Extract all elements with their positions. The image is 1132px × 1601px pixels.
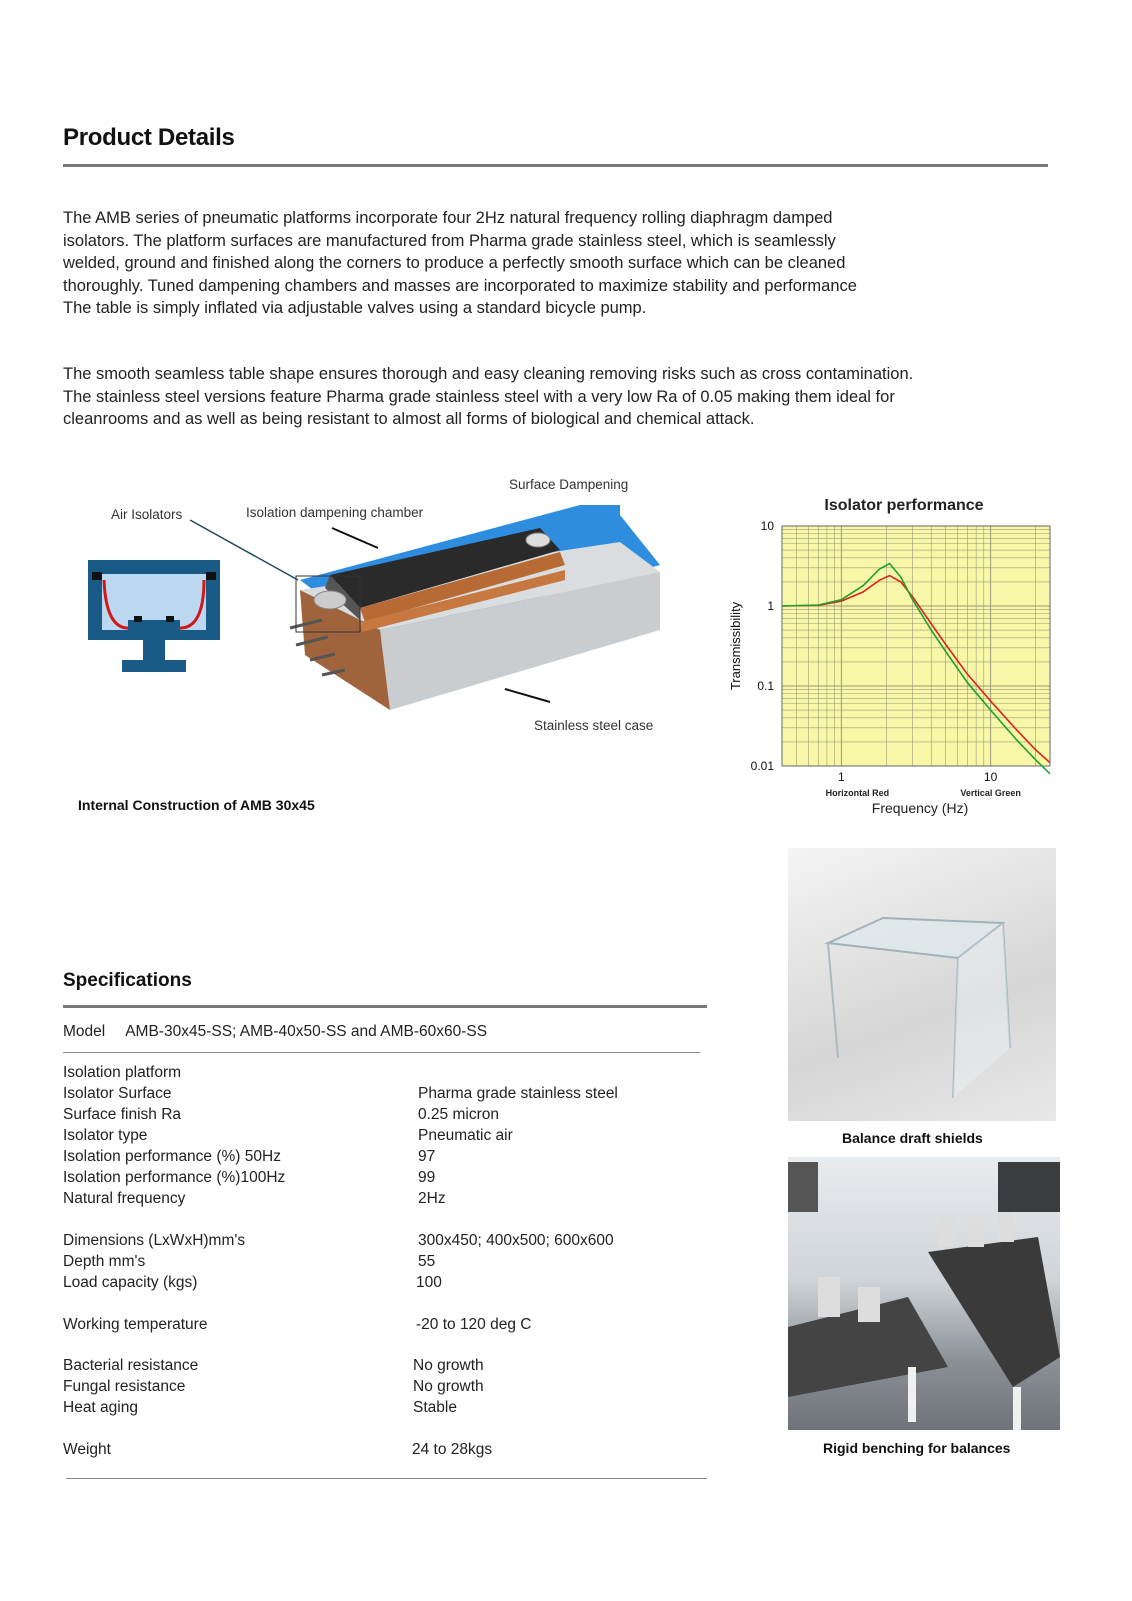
spec-label: Load capacity (kgs) xyxy=(63,1274,198,1291)
chart-y-tick-label: 0.01 xyxy=(750,759,774,773)
spec-value: 55 xyxy=(418,1253,436,1270)
specifications-heading: Specifications xyxy=(63,970,192,991)
spec-label: Depth mm's xyxy=(63,1253,146,1270)
benching-photo xyxy=(788,1157,1060,1430)
benching-illustration xyxy=(788,1157,1060,1430)
model-divider xyxy=(63,1052,700,1053)
spec-label: Natural frequency xyxy=(63,1190,186,1207)
model-value: AMB-30x45-SS; AMB-40x50-SS and AMB-60x60-SS xyxy=(125,1023,488,1040)
spec-label: Heat aging xyxy=(63,1399,138,1416)
chart-x-tick-label: 1 xyxy=(838,770,845,784)
spec-label: Dimensions (LxWxH)mm's xyxy=(63,1232,246,1249)
platform-block-icon xyxy=(290,505,660,710)
cleaning-paragraph xyxy=(63,363,913,431)
model-label: Model xyxy=(63,1023,106,1040)
chart-svg xyxy=(720,490,1065,825)
draft-shield-photo xyxy=(788,848,1056,1121)
chart-y-axis-label: Transmissibility xyxy=(728,601,743,691)
isolator-performance-chart xyxy=(720,490,1065,825)
chart-plot-area xyxy=(782,526,1050,766)
construction-diagram xyxy=(60,477,700,740)
chart-legend-entry: Vertical Green xyxy=(960,788,1021,798)
spec-label: Bacterial resistance xyxy=(63,1357,199,1374)
spec-value: 300x450; 400x500; 600x600 xyxy=(418,1232,614,1249)
spec-label: Isolator type xyxy=(63,1127,148,1144)
chart-x-tick-label: 10 xyxy=(983,770,998,784)
chamber-label: Isolation dampening chamber xyxy=(246,505,424,520)
model-row xyxy=(63,1023,487,1041)
spec-label: Isolation performance (%) 50Hz xyxy=(63,1148,281,1165)
specs-divider-bottom xyxy=(66,1478,707,1479)
specs-divider-top xyxy=(63,1005,707,1008)
chart-x-axis-label: Frequency (Hz) xyxy=(871,800,969,816)
spec-value: No growth xyxy=(413,1357,484,1374)
page-title: Product Details xyxy=(63,124,235,151)
construction-caption: Internal Construction of AMB 30x45 xyxy=(78,797,315,813)
draft-shield-illustration xyxy=(788,848,1056,1121)
spec-label: Isolator Surface xyxy=(63,1085,172,1102)
spec-label: Fungal resistance xyxy=(63,1378,186,1395)
spec-label: Isolation performance (%)100Hz xyxy=(63,1169,286,1186)
chamber-leader xyxy=(332,528,378,548)
chart-legend-entry: Horizontal Red xyxy=(825,788,890,798)
chart-title: Isolator performance xyxy=(824,497,984,514)
spec-label: Weight xyxy=(63,1441,111,1458)
cleaning-line: cleanrooms and as well as being resistant to almost all forms of biological and chemical attack. xyxy=(63,410,755,428)
intro-line: welded, ground and finished along the corners to produce a perfectly smooth surface which can be cleaned xyxy=(63,254,846,272)
stainless-case-label: Stainless steel case xyxy=(534,718,654,733)
spec-value: 99 xyxy=(418,1169,436,1186)
isolator-cross-section-icon xyxy=(88,560,220,672)
spec-value: 24 to 28kgs xyxy=(412,1441,493,1458)
draft-shield-caption: Balance draft shields xyxy=(842,1130,983,1146)
spec-label: Working temperature xyxy=(63,1316,208,1333)
intro-paragraph xyxy=(63,207,857,320)
case-leader xyxy=(505,689,550,702)
spec-value: No growth xyxy=(413,1378,484,1395)
intro-line: The table is simply inflated via adjustable valves using a standard bicycle pump. xyxy=(63,299,647,317)
chart-y-tick-label: 0.1 xyxy=(757,679,774,693)
cleaning-line: The stainless steel versions feature Pharma grade stainless steel with a very low Ra of 0.05 making them ideal for xyxy=(63,387,895,406)
benching-caption: Rigid benching for balances xyxy=(823,1440,1011,1456)
chart-y-tick-label: 10 xyxy=(760,519,774,533)
spec-label: Surface finish Ra xyxy=(63,1106,182,1123)
intro-line: isolators. The platform surfaces are manufactured from Pharma grade stainless steel, which is seamlessly xyxy=(63,231,836,250)
spec-value: 2Hz xyxy=(418,1190,446,1207)
spec-value: 100 xyxy=(416,1274,442,1291)
spec-value: 97 xyxy=(418,1148,436,1165)
spec-value: -20 to 120 deg C xyxy=(416,1316,532,1333)
spec-value: 0.25 micron xyxy=(418,1106,499,1123)
chart-y-tick-label: 1 xyxy=(767,599,774,613)
spec-label: Isolation platform xyxy=(63,1064,182,1081)
title-divider xyxy=(63,164,1048,167)
intro-line: thoroughly. Tuned dampening chambers and masses are incorporated to maximize stability and performance xyxy=(63,276,857,295)
cleaning-line: The smooth seamless table shape ensures thorough and easy cleaning removing risks such as cross contamination. xyxy=(63,365,914,383)
spec-value: Stable xyxy=(413,1399,457,1416)
air-isolators-label: Air Isolators xyxy=(111,507,183,522)
spec-value: Pneumatic air xyxy=(418,1127,513,1144)
surface-dampening-label: Surface Dampening xyxy=(509,477,629,492)
spec-value: Pharma grade stainless steel xyxy=(418,1085,618,1102)
intro-line: The AMB series of pneumatic platforms incorporate four 2Hz natural frequency rolling diaphragm damped xyxy=(63,209,833,227)
